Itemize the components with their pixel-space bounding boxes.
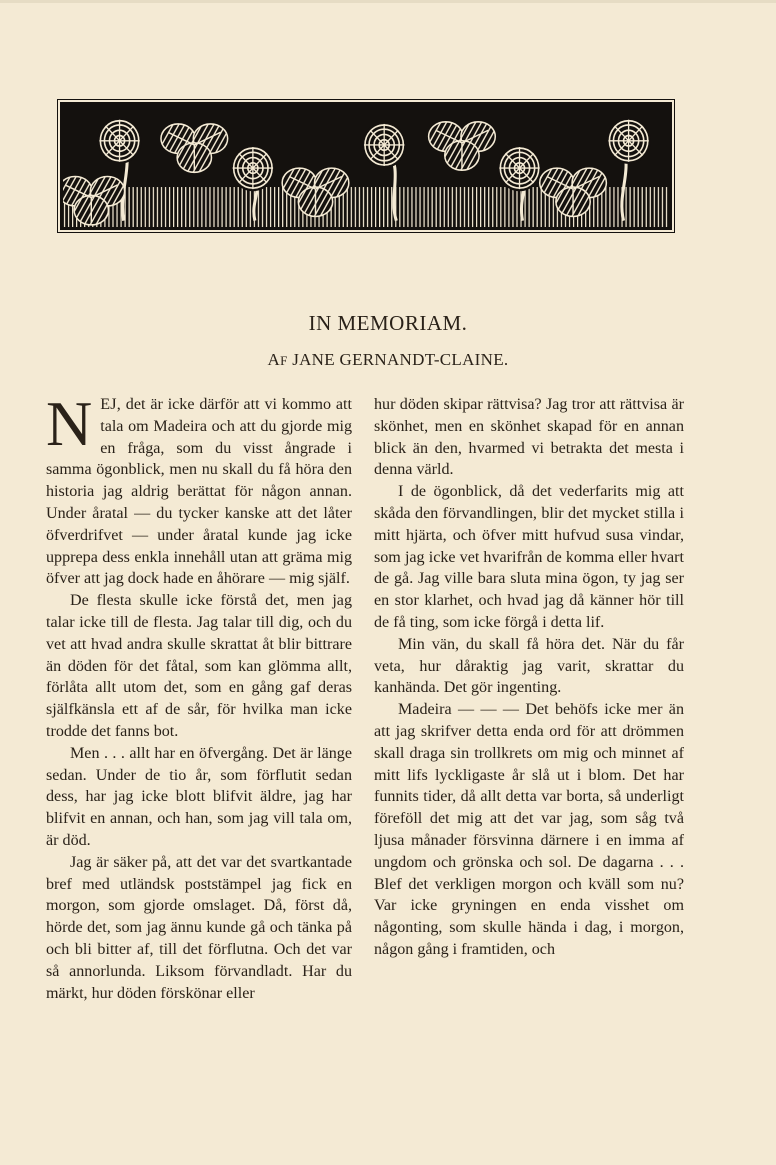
drop-cap: N [46,388,93,459]
byline-prefix-f: F [280,353,288,368]
paragraph: I de ögonblick, då det vederfarits mig att skåda den förvandlingen, blir det mycket stilla i mitt hjärta, och öfver mitt hufvud susa vindar, som jag icke vet hvarifrån de komma eller hvart de gå. Jag ville bara sluta mina ögon, ty jag ser en stor klarhet, och hvad jag då känner hör till de få ting, som icke förgå i detta lif. [374,483,684,631]
paragraph: De flesta skulle icke förstå det, men jag talar icke till de flesta. Jag talar till dig, och du vet att hvad andra skulle skrattat åt blir bittrare än döden för det fåtal, som kan glömma allt, förlåta allt utom det, som en gång gaf deras själfkänsla ett af de sår, för hvilka man icke trodde det fanns bot. [46,592,352,740]
paragraph: Men . . . allt har en öfvergång. Det är länge sedan. Under de tio år, som förflutit sedan dess, har jag icke blott blifvit äldre, jag har blifvit en annan, och han, som jag vill tala om, är död. [46,744,352,849]
clover-frieze-illustration [63,105,669,227]
paragraph: hur döden skipar rättvisa? Jag tror att rättvisa är skönhet, men en skönhet skapad för en annan blick än den, hvarmed vi betrakta det mesta i denna värld. [374,396,684,479]
page-edge [0,0,776,3]
paragraph: Jag är säker på, att det var det svartkantade bref med utländsk poststämpel jag fick en morgon, som gjorde omslaget. Då, först då, hörde det, som jag ännu kunde gå och tänka på och bli bitter af, till det förflutna. Och det var så annorlunda. Liksom förvandladt. Har du märkt, hur döden förskönar eller [46,853,352,1002]
article-title: IN MEMORIAM. [308,311,468,335]
paragraph [46,388,352,590]
article-byline [0,350,776,370]
right-column [374,394,684,961]
paragraph-text: det är icke därför att vi kommo att tala om Madeira och att du gjorde mig en fråga, som du visst ångrade i samma ögonblick, men nu skall du få höra den historia jag aldrig berättat för någon annan. Under åratal — du tycker kanske att det låter öfverdrifvet — under åratal kunde jag icke upprepa dess enkla innehåll utan att gräma mig öfver att jag dock hade en åhörare — mig själf. [46,396,352,588]
byline-author: JANE GERNANDT-CLAINE. [292,350,509,369]
left-column [46,388,352,1004]
paragraph: Madeira — — — Det behöfs icke mer än att jag skrifver detta enda ord för att drömmen skall draga sin trollkrets om mig och minnet af mitt lifs lyckligaste år slå ut i blom. Det har funnits tider, då allt detta var borta, så underligt föreföll det mig att det var jag, som såg två ljusa månader försvinna därnere i en imma af ungdom och grönska och sol. De dagarna . . . Blef det verkligen morgon och kväll som nu? Var icke gryningen en enda visshet om någonting, som skulle hända i dag, i morgon, någon gång i framtiden, och [374,701,684,958]
decorative-clover-banner [60,102,672,230]
first-word: EJ, [100,396,121,413]
paragraph: Min vän, du skall få höra det. När du får veta, hur dåraktig jag varit, skrattar du kanhända. Det gör ingenting. [374,635,684,697]
byline-prefix-a: A [267,350,281,369]
